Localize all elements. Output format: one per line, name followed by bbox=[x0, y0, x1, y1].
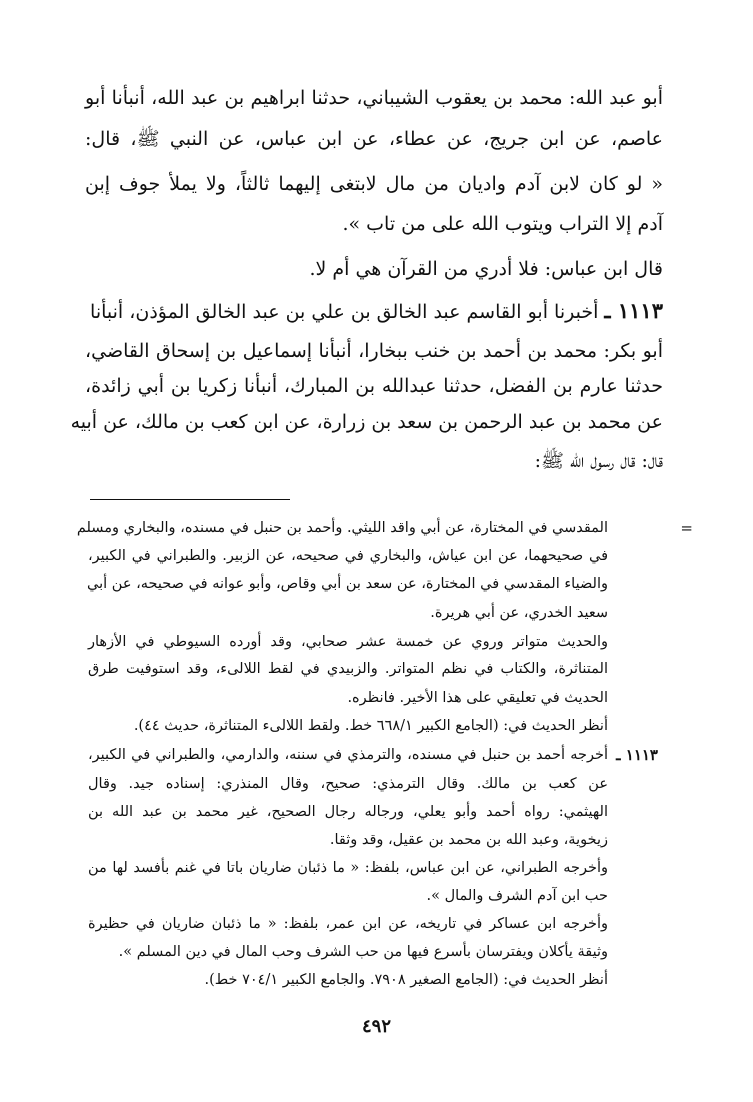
footnote-line: حب ابن آدم الشرف والمال ». bbox=[426, 888, 608, 904]
footnote-line: في صحيحهما، عن ابن عياش، والبخاري في صحيحه، عن الزبير. والطبراني في الكبير، bbox=[88, 548, 608, 564]
hadith-first-line bbox=[85, 298, 663, 325]
continuation-marker: = bbox=[680, 519, 693, 537]
footnote-line: المتناثرة، والكتاب في نظم المتواتر. والزبيدي في لقط اللالىء، وقد استوفيت طرق bbox=[88, 661, 608, 677]
footnote-line: سعيد الخدري، عن أبي هريرة. bbox=[430, 605, 608, 621]
main-text-line: عن محمد بن عبد الرحمن بن سعد بن زرارة، عن ابن كعب بن مالك، عن أبيه bbox=[70, 411, 663, 433]
hadith-footnote-marker: ١١١٣ ـ bbox=[616, 746, 658, 764]
main-text-line: قال: قال رسول الله ﷺ: bbox=[534, 450, 663, 472]
footnote-line: الحديث في تعليقي على هذا الأخير. فانظره. bbox=[347, 690, 608, 706]
main-text-line: أبو عبد الله: محمد بن يعقوب الشيباني، حدثنا ابراهيم بن عبد الله، أنبأنا أبو bbox=[85, 87, 663, 109]
footnote-line: زيخوية، وعبد الله بن محمد بن عقيل، وقد وثقا. bbox=[329, 832, 608, 848]
footnote-line: أنظر الحديث في: (الجامع الكبير ٦٦٨/١ خط. ولقط اللالىء المتناثرة، حديث ٤٤). bbox=[133, 718, 608, 734]
footnote-line: الهيثمي: رواه أحمد وأبو يعلي، ورجاله رجال الصحيح، غير محمد بن عبد الله بن bbox=[88, 804, 608, 820]
footnote-line: أخرجه أحمد بن حنبل في مسنده، والترمذي في سننه، والدارمي، والطبراني في الكبير، bbox=[88, 747, 608, 763]
main-text-line: حدثنا عارم بن الفضل، حدثنا عبدالله بن المبارك، أنبأنا زكريا بن أبي زائدة، bbox=[85, 375, 663, 397]
main-text-line: أخبرنا أبو القاسم عبد الخالق بن علي بن عبد الخالق المؤذن، أنبأنا bbox=[90, 301, 599, 323]
footnote-line: عن كعب بن مالك. وقال الترمذي: صحيح، وقال المنذري: إسناده جيد. وقال bbox=[88, 776, 608, 792]
footnote-line: أنظر الحديث في: (الجامع الصغير ٧٩٠٨. والجامع الكبير ٧٠٤/١ خط). bbox=[204, 972, 608, 988]
hadith-number: ١١١٣ ـ bbox=[604, 298, 663, 323]
footnote-line: والحديث متواتر وروي عن خمسة عشر صحابي، وقد أورده السيوطي في الأزهار bbox=[88, 634, 608, 650]
main-text-line: أبو بكر: محمد بن أحمد بن خنب ببخارا، أنبأنا إسماعيل بن إسحاق القاضي، bbox=[85, 340, 663, 362]
main-text-line: قال ابن عباس: فلا أدري من القرآن هي أم لا. bbox=[309, 258, 663, 280]
main-text-line: عاصم، عن ابن جريج، عن عطاء، عن ابن عباس، عن النبي ﷺ، قال: bbox=[85, 128, 663, 150]
footnote-separator bbox=[90, 499, 290, 500]
footnote-line: والضياء المقدسي في المختارة، عن سعد بن أبي وقاص، وأبو عوانه في صحيحه، عن أبي bbox=[87, 576, 608, 592]
footnote-line: وثيقة يأكلان ويفترسان بأسرع فيها من حب الشرف وحب المال في دين المسلم ». bbox=[118, 944, 608, 960]
main-text-line: « لو كان لابن آدم واديان من مال لابتغى إليهما ثالثاً، ولا يملأ جوف إبن bbox=[85, 173, 663, 195]
main-text-line: آدم إلا التراب ويتوب الله على من تاب ». bbox=[342, 213, 663, 235]
footnote-line: وأخرجه ابن عساكر في تاريخه، عن ابن عمر، بلفظ: « ما ذئبان ضاريان في حظيرة bbox=[88, 916, 608, 932]
footnote-line: وأخرجه الطبراني، عن ابن عباس، بلفظ: « ما ذئبان ضاريان باتا في غنم بأفسد لها من bbox=[88, 860, 608, 876]
page-number: ٤٩٢ bbox=[361, 1016, 391, 1037]
footnote-line: المقدسي في المختارة، عن أبي واقد الليثي. وأحمد بن حنبل في مسنده، والبخاري ومسلم bbox=[76, 520, 608, 536]
